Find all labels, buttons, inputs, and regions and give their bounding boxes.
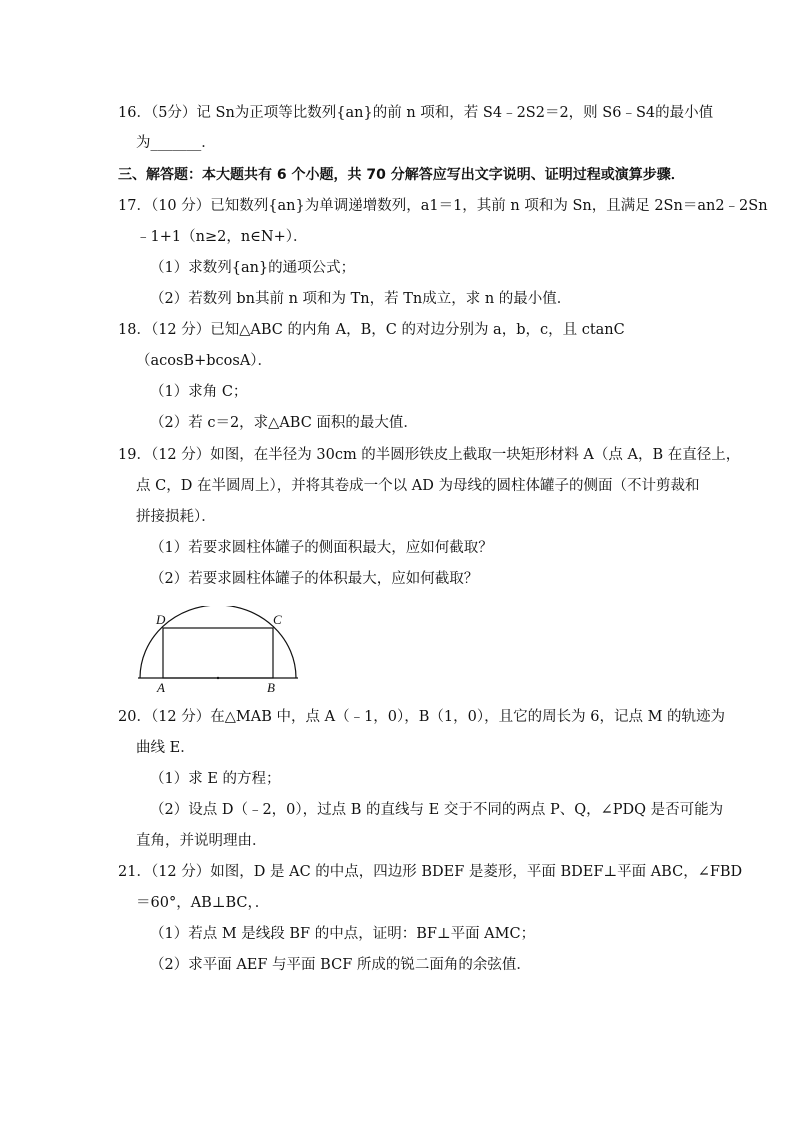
q20-part2: （2）设点 D（﹣2，0），过点 B 的直线与 E 交于不同的两点 P、Q，∠PDQ 是否可能为 xyxy=(150,802,724,818)
q20-part1: （1）求 E 的方程； xyxy=(150,771,281,787)
q20-line1: 20．（12 分）在△MAB 中，点 A（﹣1，0），B（1，0），且它的周长为 6，记点 M 的轨迹为 xyxy=(118,709,726,725)
q19-part2: （2）若要求圆柱体罐子的体积最大，应如何截取？ xyxy=(150,571,479,587)
label-a: A xyxy=(157,680,165,695)
q17-part2: （2）若数列 bn其前 n 项和为 Tn，若 Tn成立，求 n 的最小值． xyxy=(150,291,572,307)
q17-line1: 17．（10 分）已知数列{an}为单调递增数列，a1＝1，其前 n 项和为 Sn，且满足 2Sn＝an2﹣2Sn xyxy=(118,198,768,214)
q17-part1: （1）求数列{an}的通项公式； xyxy=(150,260,356,276)
q18-line1: 18．（12 分）已知△ABC 的内角 A，B，C 的对边分别为 a，b，c，且 ctanC xyxy=(118,322,625,338)
q18-part2: （2）若 c＝2，求△ABC 面积的最大值． xyxy=(150,415,418,431)
label-b: B xyxy=(267,680,275,695)
q19-part1: （1）若要求圆柱体罐子的侧面积最大，应如何截取？ xyxy=(150,540,493,556)
q21-line1: 21．（12 分）如图，D 是 AC 的中点，四边形 BDEF 是菱形，平面 BDEF⊥平面 ABC，∠FBD xyxy=(118,864,743,880)
center-point xyxy=(217,677,219,679)
q21-part1: （1）若点 M 是线段 BF 的中点，证明：BF⊥平面 AMC； xyxy=(150,926,536,942)
q18-line2: （acosB+bcosA）． xyxy=(136,353,273,369)
q16-line1: 16．（5分）记 Sn为正项等比数列{an}的前 n 项和，若 S4﹣2S2＝2，则 S6﹣S4的最小值 xyxy=(118,105,714,121)
section-3-heading: 三、解答题：本大题共有 6 个小题，共 70 分解答应写出文字说明、证明过程或演算步骤． xyxy=(118,167,685,183)
q19-line1: 19．（12 分）如图，在半径为 30cm 的半圆形铁皮上截取一块矩形材料 A（点 A，B 在直径上， xyxy=(118,447,741,463)
label-d: D xyxy=(156,612,166,627)
q20-line2: 曲线 E． xyxy=(136,740,195,756)
q21-line2: ＝60°，AB⊥BC，． xyxy=(136,895,270,911)
q20-line3: 直角，并说明理由． xyxy=(136,833,267,849)
label-c: C xyxy=(273,612,282,627)
semicircle-rectangle-figure xyxy=(128,606,308,698)
q16-line2: 为_______． xyxy=(136,135,216,151)
q19-line2: 点 C，D 在半圆周上），并将其卷成一个以 AD 为母线的圆柱体罐子的侧面（不计剪裁和 xyxy=(136,478,700,494)
q19-line3: 拼接损耗）． xyxy=(136,509,216,525)
q17-line2: ﹣1+1（n≥2，n∈N+）． xyxy=(136,229,308,245)
q21-part2: （2）求平面 AEF 与平面 BCF 所成的锐二面角的余弦值． xyxy=(150,957,531,973)
q18-part1: （1）求角 C； xyxy=(150,384,248,400)
rectangle-abcd xyxy=(163,628,273,678)
